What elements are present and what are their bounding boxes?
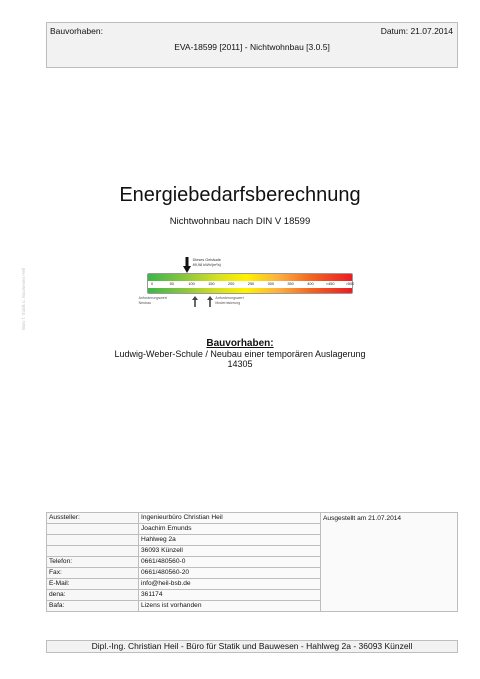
scale-tick-label: 100 [188,282,195,286]
marker-a-line2: Neubau [138,301,152,305]
scale-tick-label: 400 [307,282,314,286]
page-footer: Dipl.-Ing. Christian Heil - Büro für Statik und Bauwesen - Hahlweg 2a - 36093 Künzell [46,640,458,653]
issued-date: Ausgestellt am 21.07.2014 [321,513,458,612]
marker-b-line1: Anforderungswert [215,296,244,300]
issuer-row-label: Telefon: [47,557,139,568]
issuer-row-value: Hahlweg 2a [139,535,321,546]
project-heading: Bauvorhaben: [206,338,274,349]
marker-a-label [139,296,189,306]
issuer-row-label: Fax: [47,568,139,579]
energy-scale-bar [147,273,353,294]
issuer-row-value: 36093 Künzell [139,546,321,557]
scale-tick-label: 0 [150,282,154,286]
issuer-row [47,513,458,524]
issuer-row-label [47,546,139,557]
header-box [46,22,458,68]
issuer-row-value: info@heil-bsb.de [139,579,321,590]
indicator-label-line2: 89,98 kWh/(m²a) [192,263,221,267]
issuer-row-value: Joachim Emunds [139,524,321,535]
issuer-row-label [47,535,139,546]
issuer-row-label: E-Mail: [47,579,139,590]
header-label: Bauvorhaben: [50,26,103,36]
issuer-row-label [47,524,139,535]
issuer-row-value: Ingenieurbüro Christian Heil [139,513,321,524]
issuer-row-value: 0661/480560-20 [139,568,321,579]
marker-a-line1: Anforderungswert [138,296,167,300]
header-project: EVA-18599 [2011] - Nichtwohnbau [3.0.5] [174,42,330,52]
marker-a-arrow-icon [192,296,198,307]
marker-b-line2: Modernisierung [215,301,241,305]
scale-tick-label: 50 [169,282,174,286]
marker-b-label [215,296,243,306]
page-subtitle: Nichtwohnbau nach DIN V 18599 [169,216,311,227]
energy-scale-ticks [148,281,355,288]
project-name: Ludwig-Weber-Schule / Neubau einer temporären Auslagerung [114,349,366,359]
issuer-row-label: Bafa: [47,601,139,612]
issuer-row-value: Lizens ist vorhanden [139,601,321,612]
page-title: Energiebedarfsberechnung [119,184,361,206]
indicator-arrow-icon [183,257,191,273]
issuer-row-value: 0661/480560-0 [139,557,321,568]
indicator-label-line1: Dieses Gebäude [192,258,221,262]
scale-tick-label: 350 [287,282,294,286]
issuer-row-label: dena: [47,590,139,601]
header-date: Datum: 21.07.2014 [380,26,453,36]
energy-scale [138,256,355,316]
scale-tick-label: 150 [208,282,215,286]
indicator-label [193,258,221,268]
issuer-row-value: 361174 [139,590,321,601]
scale-tick-label: 250 [247,282,255,286]
scale-tick-label: >450 [325,282,335,286]
side-watermark: Büro f. Statik u. Bauwesen Heil [21,267,26,330]
scale-tick-label: >500 [345,282,355,286]
issuer-table [46,512,458,612]
issuer-row-label: Aussteller: [47,513,139,524]
scale-tick-label: 300 [267,282,274,286]
issuer-table-body [47,513,458,612]
project-number: 14305 [227,359,253,369]
marker-b-arrow-icon [207,296,213,307]
scale-tick-label: 200 [228,282,235,286]
